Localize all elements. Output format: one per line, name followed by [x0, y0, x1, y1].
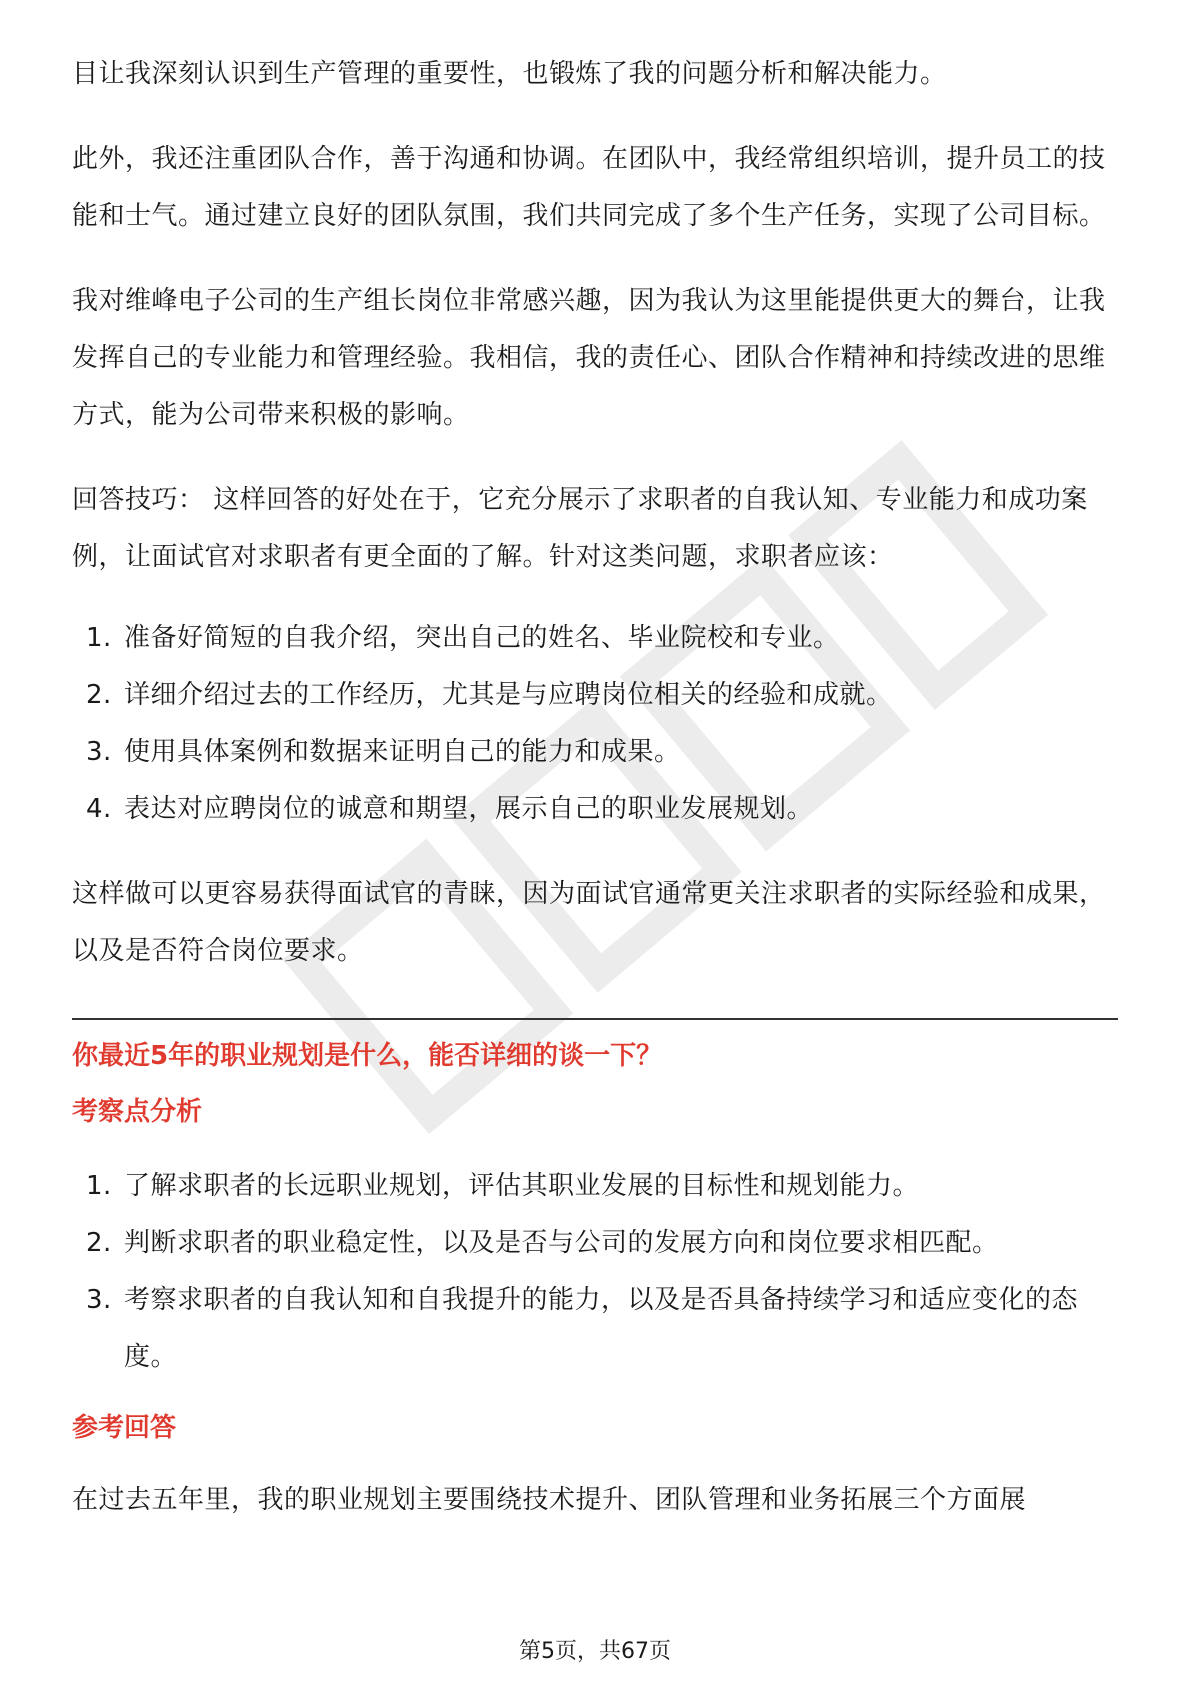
analysis-list	[72, 1158, 1118, 1386]
list-item: 4. 表达对应聘岗位的诚意和期望，展示自己的职业发展规划。	[86, 794, 814, 824]
paragraph-teamwork: 此外，我还注重团队合作，善于沟通和协调。在团队中，我经常组织培训，提升员工的技能和士气。通过建立良好的团队氛围，我们共同完成了多个生产任务，实现了公司目标。	[72, 144, 1106, 231]
section-divider	[72, 1018, 1118, 1020]
tips-list	[72, 610, 1118, 838]
document-content	[72, 46, 1118, 1529]
paragraph-answer-tips: 回答技巧： 这样回答的好处在于，它充分展示了求职者的自我认知、专业能力和成功案例，让面试官对求职者有更全面的了解。针对这类问题，求职者应该：	[72, 485, 1088, 572]
paragraph-closing: 这样做可以更容易获得面试官的青睐，因为面试官通常更关注求职者的实际经验和成果，以及是否符合岗位要求。	[72, 879, 1106, 966]
answer-heading: 参考回答	[72, 1413, 177, 1443]
paragraph-answer: 在过去五年里，我的职业规划主要围绕技术提升、团队管理和业务拓展三个方面展	[72, 1485, 1027, 1515]
list-item: 3. 使用具体案例和数据来证明自己的能力和成果。	[86, 737, 681, 767]
list-item: 2. 详细介绍过去的工作经历，尤其是与应聘岗位相关的经验和成就。	[86, 680, 893, 710]
paragraph-motivation: 我对维峰电子公司的生产组长岗位非常感兴趣，因为我认为这里能提供更大的舞台，让我发挥自己的专业能力和管理经验。我相信，我的责任心、团队合作精神和持续改进的思维方式，能为公司带来积极的影响。	[72, 286, 1106, 430]
paragraph-intro-end: 目让我深刻认识到生产管理的重要性，也锻炼了我的问题分析和解决能力。	[72, 59, 947, 89]
list-item: 3. 考察求职者的自我认知和自我提升的能力，以及是否具备持续学习和适应变化的态度。	[86, 1285, 1079, 1372]
list-item: 1. 了解求职者的长远职业规划，评估其职业发展的目标性和规划能力。	[86, 1171, 920, 1201]
analysis-heading: 考察点分析	[72, 1097, 203, 1127]
page-number: 第5页，共67页	[519, 1639, 671, 1664]
list-item: 1. 准备好简短的自我介绍，突出自己的姓名、毕业院校和专业。	[86, 623, 840, 653]
question-heading: 你最近5年的职业规划是什么，能否详细的谈一下？	[72, 1041, 663, 1071]
list-item: 2. 判断求职者的职业稳定性，以及是否与公司的发展方向和岗位要求相匹配。	[86, 1228, 999, 1258]
